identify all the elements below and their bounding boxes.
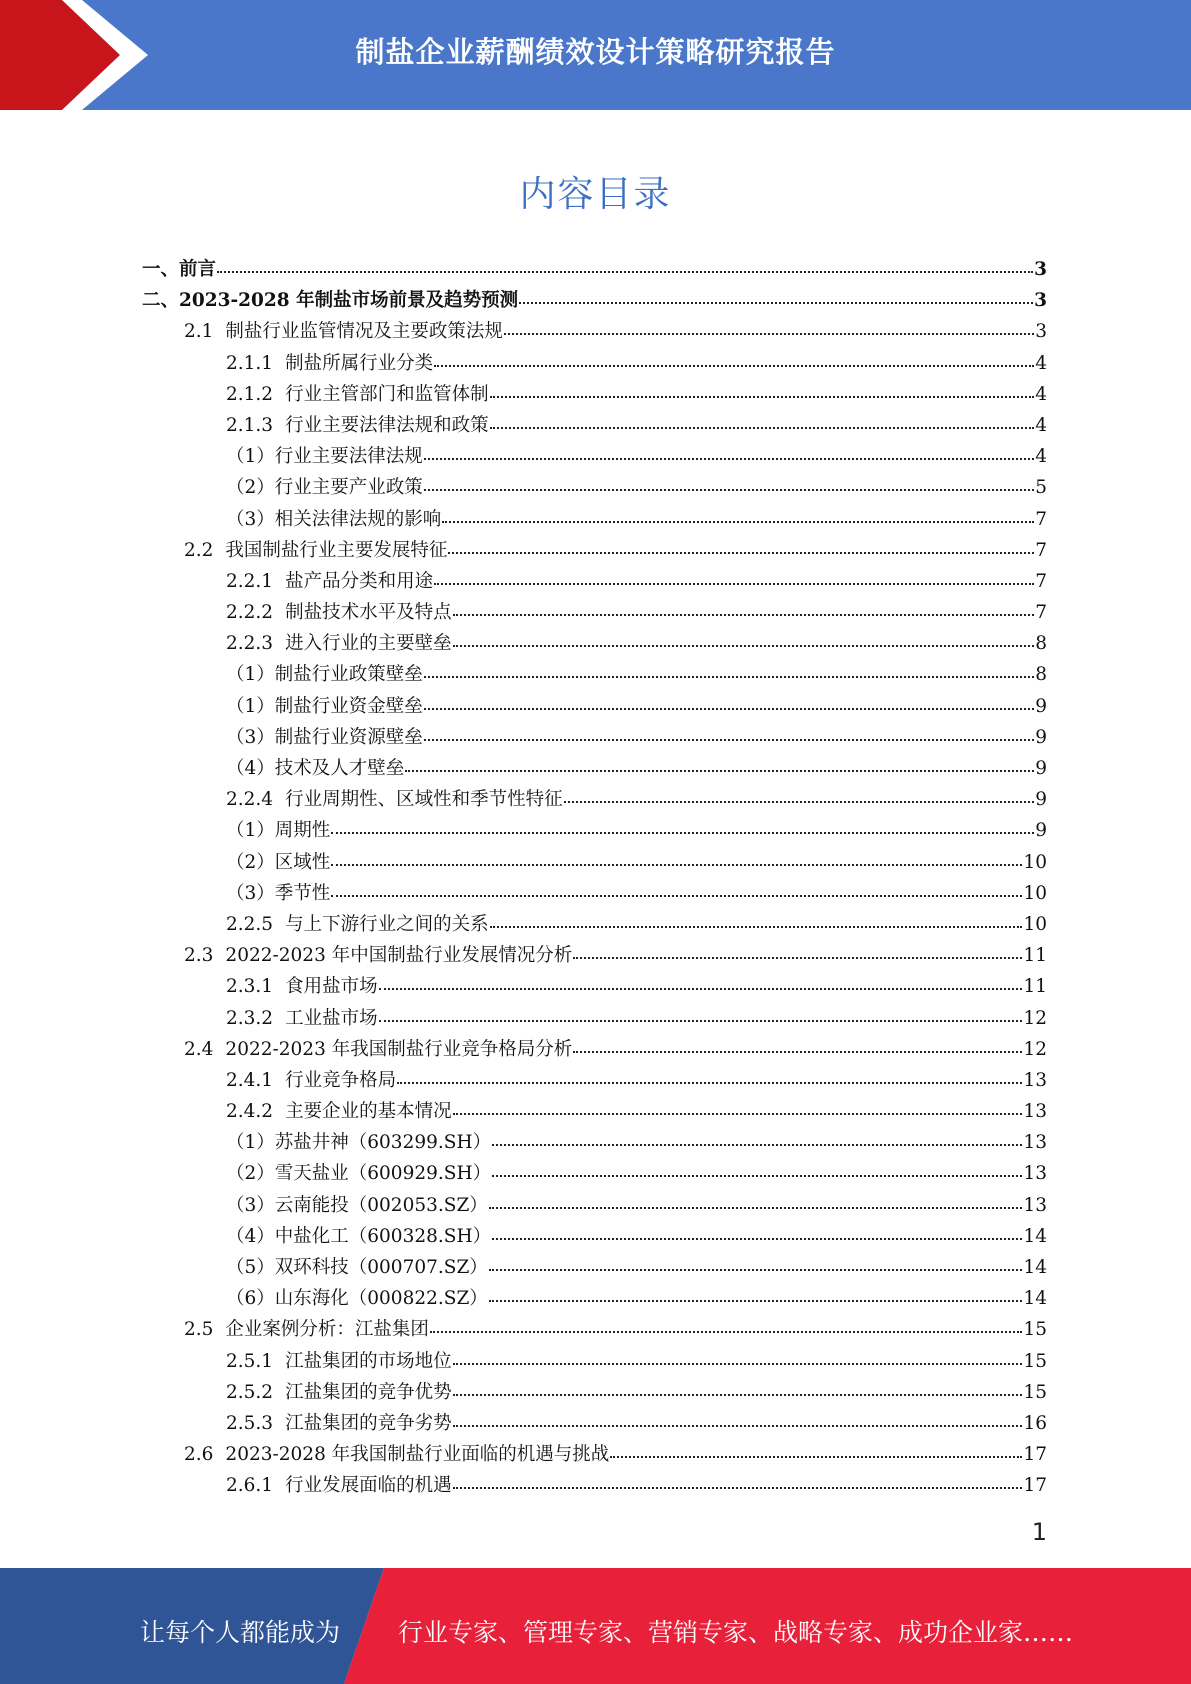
toc-leader-dots bbox=[424, 739, 1034, 741]
toc-leader-dots bbox=[424, 676, 1034, 678]
toc-entry[interactable] bbox=[142, 940, 1047, 971]
toc-entry-text: 进入行业的主要壁垒 bbox=[285, 633, 452, 655]
toc-leader-dots bbox=[424, 458, 1034, 460]
toc-entry-label bbox=[226, 909, 489, 940]
toc-entry[interactable] bbox=[142, 1283, 1047, 1314]
toc-entry-number: 2.1.2 bbox=[226, 383, 274, 405]
toc-leader-dots bbox=[573, 957, 1022, 959]
toc-entry-text: 二、2023-2028 年制盐市场前景及趋势预测 bbox=[142, 290, 519, 312]
toc-entry[interactable] bbox=[142, 784, 1047, 815]
report-title: 制盐企业薪酬绩效设计策略研究报告 bbox=[355, 35, 836, 69]
toc-leader-dots bbox=[434, 583, 1034, 585]
toc-entry-label bbox=[226, 441, 423, 472]
toc-entry[interactable] bbox=[142, 504, 1047, 535]
toc-entry-label bbox=[226, 628, 452, 659]
toc-entry-number: 2.2.3 bbox=[226, 633, 274, 655]
toc-entry-number: 2.2 bbox=[184, 539, 214, 561]
toc-entry-page: 15 bbox=[1023, 1350, 1047, 1372]
toc-entry-page: 16 bbox=[1023, 1412, 1047, 1434]
toc-entry[interactable] bbox=[142, 535, 1047, 566]
toc-entry-page: 13 bbox=[1023, 1163, 1047, 1185]
toc-entry-page: 14 bbox=[1023, 1257, 1047, 1278]
toc-entry-page: 7 bbox=[1035, 508, 1047, 530]
toc-entry-text: 我国制盐行业主要发展特征 bbox=[225, 539, 448, 561]
toc-entry-page: 11 bbox=[1023, 945, 1047, 967]
toc-entry-text: （1）制盐行业政策壁垒 bbox=[226, 664, 423, 686]
toc-entry-number: 2.5 bbox=[184, 1319, 214, 1341]
toc-entry-text: 江盐集团的市场地位 bbox=[285, 1350, 452, 1372]
toc-entry[interactable] bbox=[142, 1346, 1047, 1377]
toc-entry-text: 2023-2028 年我国制盐行业面临的机遇与挑战 bbox=[225, 1444, 610, 1466]
toc-heading: 内容目录 bbox=[519, 174, 672, 215]
toc-entry-label bbox=[226, 504, 441, 535]
toc-entry-label bbox=[184, 535, 447, 566]
toc-entry-page: 10 bbox=[1023, 913, 1047, 935]
toc-entry-page: 15 bbox=[1023, 1381, 1047, 1403]
toc-entry-label bbox=[226, 971, 378, 1002]
toc-leader-dots bbox=[490, 427, 1035, 429]
toc-entry[interactable] bbox=[142, 1127, 1047, 1158]
toc-leader-dots bbox=[217, 271, 1033, 273]
toc-entry[interactable] bbox=[142, 628, 1047, 659]
toc-entry-number: 2.1 bbox=[184, 321, 214, 343]
toc-leader-dots bbox=[397, 1082, 1022, 1084]
toc-entry-label bbox=[226, 348, 433, 379]
toc-entry-number: 2.1.1 bbox=[226, 352, 274, 374]
toc-entry-text: 企业案例分析：江盐集团 bbox=[225, 1319, 429, 1341]
toc-entry-page: 7 bbox=[1035, 570, 1047, 592]
toc-leader-dots bbox=[492, 1144, 1022, 1146]
toc-leader-dots bbox=[564, 801, 1035, 803]
toc-entry-text: （1）苏盐井神（603299.SH） bbox=[226, 1132, 492, 1154]
toc-entry[interactable] bbox=[142, 285, 1047, 316]
toc-entry-label bbox=[184, 316, 503, 347]
toc-entry-page: 13 bbox=[1023, 1101, 1047, 1123]
toc-entry-text: 制盐技术水平及特点 bbox=[285, 602, 452, 624]
toc-entry[interactable] bbox=[142, 566, 1047, 597]
toc-entry-label bbox=[226, 722, 423, 753]
toc-entry-page: 13 bbox=[1023, 1132, 1047, 1154]
toc-entry-label bbox=[226, 815, 330, 846]
toc-entry-label bbox=[142, 254, 216, 285]
toc-entry-label bbox=[226, 1408, 452, 1439]
toc-entry-text: （4）中盐化工（600328.SH） bbox=[226, 1225, 492, 1247]
toc-entry-text: 与上下游行业之间的关系 bbox=[285, 913, 489, 935]
toc-entry-page: 9 bbox=[1035, 789, 1047, 811]
toc-entry-number: 2.4.1 bbox=[226, 1069, 274, 1091]
toc-entry-label bbox=[226, 1346, 452, 1377]
toc-entry-page: 8 bbox=[1035, 664, 1047, 686]
toc-entry-text: 工业盐市场 bbox=[285, 1007, 378, 1029]
toc-entry-number: 2.5.3 bbox=[226, 1412, 274, 1434]
toc-entry-text: 行业周期性、区域性和季节性特征 bbox=[285, 789, 563, 811]
toc-entry-text: 2022-2023 年我国制盐行业竞争格局分析 bbox=[225, 1038, 573, 1060]
toc-leader-dots bbox=[492, 1238, 1022, 1240]
toc-entry-text: （3）季节性 bbox=[226, 882, 331, 904]
toc-entry-label bbox=[226, 1190, 488, 1221]
toc-entry-page: 3 bbox=[1034, 290, 1047, 312]
toc-entry-label bbox=[184, 1034, 572, 1065]
toc-entry-text: 江盐集团的竞争劣势 bbox=[285, 1412, 452, 1434]
toc-entry-page: 9 bbox=[1035, 695, 1047, 717]
toc-entry[interactable] bbox=[142, 691, 1047, 722]
toc-entry-text: （5）双环科技（000707.SZ） bbox=[226, 1257, 488, 1278]
toc-entry-text: （1）制盐行业资金壁垒 bbox=[226, 695, 423, 717]
toc-entry-text: 行业主要法律法规和政策 bbox=[285, 414, 489, 436]
toc-entry[interactable] bbox=[142, 815, 1047, 846]
toc-entry-text: （1）周期性 bbox=[226, 820, 331, 842]
toc-entry-text: 盐产品分类和用途 bbox=[285, 570, 434, 592]
toc-entry-label bbox=[226, 1096, 452, 1127]
toc-entry[interactable] bbox=[142, 441, 1047, 472]
toc-entry-text: 制盐所属行业分类 bbox=[285, 352, 434, 374]
toc-leader-dots bbox=[430, 1331, 1023, 1333]
page-number: 1 bbox=[1031, 1518, 1047, 1546]
toc-entry-text: （3）制盐行业资源壁垒 bbox=[226, 726, 423, 748]
toc-entry-label bbox=[184, 1314, 429, 1345]
toc-entry-label bbox=[226, 784, 563, 815]
toc-entry-label bbox=[226, 878, 330, 909]
toc-entry[interactable] bbox=[142, 1034, 1047, 1065]
toc-leader-dots bbox=[490, 926, 1023, 928]
toc-entry[interactable] bbox=[142, 379, 1047, 410]
toc-entry-label bbox=[184, 940, 572, 971]
toc-entry[interactable] bbox=[142, 909, 1047, 940]
toc-leader-dots bbox=[405, 770, 1034, 772]
toc-leader-dots bbox=[448, 552, 1034, 554]
toc-entry-page: 14 bbox=[1023, 1288, 1047, 1310]
toc-leader-dots bbox=[434, 365, 1034, 367]
toc-entry-label bbox=[226, 1003, 378, 1034]
toc-entry-label bbox=[226, 1065, 396, 1096]
toc-entry-page: 12 bbox=[1023, 1038, 1047, 1060]
toc-entry-page: 7 bbox=[1035, 539, 1047, 561]
toc-entry-text: 行业发展面临的机遇 bbox=[285, 1475, 452, 1497]
toc-entry[interactable] bbox=[142, 1377, 1047, 1408]
toc-leader-dots bbox=[610, 1456, 1022, 1458]
toc-entry-label bbox=[226, 847, 330, 878]
toc-entry[interactable] bbox=[142, 316, 1047, 347]
toc-entry-number: 2.2.5 bbox=[226, 913, 274, 935]
footer-slogan-left: 让每个人都能成为 bbox=[140, 1618, 341, 1647]
toc-leader-dots bbox=[519, 302, 1033, 304]
toc-entry-number: 2.5.1 bbox=[226, 1350, 274, 1372]
toc-entry-page: 9 bbox=[1035, 726, 1047, 748]
toc-entry-text: 一、前言 bbox=[142, 259, 217, 280]
toc-entry[interactable] bbox=[142, 753, 1047, 784]
toc-entry-number: 2.4.2 bbox=[226, 1101, 274, 1123]
footer-banner bbox=[0, 1568, 1191, 1684]
toc-entry-text: 2022-2023 年中国制盐行业发展情况分析 bbox=[225, 945, 573, 967]
toc-entry-text: （3）云南能投（002053.SZ） bbox=[226, 1194, 488, 1216]
toc-entry[interactable] bbox=[142, 254, 1047, 285]
toc-entry-number: 2.3 bbox=[184, 945, 214, 967]
toc-entry-label bbox=[226, 753, 404, 784]
toc-entry-label bbox=[226, 1470, 452, 1501]
toc-entry-label bbox=[226, 1252, 488, 1283]
toc-entry-page: 11 bbox=[1023, 976, 1047, 998]
toc-leader-dots bbox=[442, 521, 1034, 523]
toc-leader-dots bbox=[424, 708, 1034, 710]
toc-entry-page: 10 bbox=[1023, 851, 1047, 873]
toc-entry-text: （2）区域性 bbox=[226, 851, 331, 873]
toc-leader-dots bbox=[453, 645, 1035, 647]
toc-entry-label bbox=[226, 1377, 452, 1408]
toc-entry-label bbox=[226, 597, 452, 628]
toc-entry[interactable] bbox=[142, 1252, 1047, 1283]
toc-leader-dots bbox=[453, 1363, 1023, 1365]
toc-entry-number: 2.3.2 bbox=[226, 1007, 274, 1029]
toc-entry[interactable] bbox=[142, 1190, 1047, 1221]
toc-entry-label bbox=[226, 691, 423, 722]
toc-entry-text: 食用盐市场 bbox=[285, 976, 378, 998]
toc-entry-page: 5 bbox=[1035, 477, 1047, 499]
toc-entry-label bbox=[226, 1127, 491, 1158]
toc-entry-number: 2.2.1 bbox=[226, 570, 274, 592]
toc-entry-label bbox=[226, 1158, 491, 1189]
toc-entry-text: （2）雪天盐业（600929.SH） bbox=[226, 1163, 492, 1185]
toc-entry[interactable] bbox=[142, 597, 1047, 628]
toc-entry-page: 3 bbox=[1034, 259, 1047, 280]
toc-entry[interactable] bbox=[142, 1158, 1047, 1189]
toc-leader-dots bbox=[489, 1300, 1023, 1302]
toc-entry-label bbox=[226, 472, 423, 503]
toc-leader-dots bbox=[331, 832, 1034, 834]
toc-entry[interactable] bbox=[142, 1096, 1047, 1127]
toc-entry-number: 2.5.2 bbox=[226, 1381, 274, 1403]
toc-entry[interactable] bbox=[142, 1439, 1047, 1470]
toc-entry-label bbox=[226, 379, 489, 410]
toc-entry-number: 2.6 bbox=[184, 1444, 214, 1466]
toc-entry-page: 4 bbox=[1035, 383, 1047, 405]
footer-slogan-right: 行业专家、管理专家、营销专家、战略专家、成功企业家…… bbox=[398, 1618, 1074, 1647]
toc-entry[interactable] bbox=[142, 1408, 1047, 1439]
toc-entry-page: 3 bbox=[1035, 321, 1047, 343]
table-of-contents bbox=[142, 254, 1047, 1502]
toc-entry[interactable] bbox=[142, 971, 1047, 1002]
toc-entry-page: 9 bbox=[1035, 820, 1047, 842]
toc-entry-label bbox=[184, 1439, 609, 1470]
toc-entry-page: 14 bbox=[1023, 1225, 1047, 1247]
toc-leader-dots bbox=[489, 1269, 1023, 1271]
toc-entry-number: 2.1.3 bbox=[226, 414, 274, 436]
toc-leader-dots bbox=[424, 489, 1034, 491]
toc-entry-text: （2）行业主要产业政策 bbox=[226, 477, 423, 499]
toc-entry[interactable] bbox=[142, 1065, 1047, 1096]
toc-entry-text: （3）相关法律法规的影响 bbox=[226, 508, 442, 530]
toc-leader-dots bbox=[453, 1394, 1023, 1396]
toc-leader-dots bbox=[453, 614, 1035, 616]
toc-entry-label bbox=[226, 566, 433, 597]
toc-entry-page: 17 bbox=[1023, 1475, 1047, 1497]
toc-entry-page: 13 bbox=[1023, 1194, 1047, 1216]
toc-leader-dots bbox=[504, 333, 1034, 335]
toc-entry-page: 9 bbox=[1035, 758, 1047, 779]
toc-entry-page: 12 bbox=[1023, 1007, 1047, 1029]
toc-entry-page: 8 bbox=[1035, 633, 1047, 655]
toc-entry-number: 2.4 bbox=[184, 1038, 214, 1060]
header-banner bbox=[0, 0, 1191, 110]
toc-entry-text: （1）行业主要法律法规 bbox=[226, 446, 423, 468]
toc-entry[interactable] bbox=[142, 348, 1047, 379]
toc-entry-number: 2.3.1 bbox=[226, 976, 274, 998]
toc-entry-page: 4 bbox=[1035, 414, 1047, 436]
toc-entry-page: 17 bbox=[1023, 1444, 1047, 1466]
toc-leader-dots bbox=[490, 396, 1035, 398]
toc-entry[interactable] bbox=[142, 847, 1047, 878]
toc-entry-text: 江盐集团的竞争优势 bbox=[285, 1381, 452, 1403]
toc-entry[interactable] bbox=[142, 722, 1047, 753]
toc-entry[interactable] bbox=[142, 878, 1047, 909]
toc-entry-text: （4）技术及人才壁垒 bbox=[226, 758, 405, 779]
toc-leader-dots bbox=[453, 1487, 1023, 1489]
toc-leader-dots bbox=[379, 988, 1023, 990]
toc-entry-text: 制盐行业监管情况及主要政策法规 bbox=[225, 321, 503, 343]
toc-leader-dots bbox=[379, 1020, 1023, 1022]
toc-entry[interactable] bbox=[142, 1003, 1047, 1034]
toc-entry-text: 主要企业的基本情况 bbox=[285, 1101, 452, 1123]
toc-leader-dots bbox=[331, 864, 1022, 866]
toc-leader-dots bbox=[492, 1175, 1022, 1177]
toc-entry-number: 2.2.2 bbox=[226, 602, 274, 624]
toc-leader-dots bbox=[331, 895, 1022, 897]
toc-entry[interactable] bbox=[142, 1221, 1047, 1252]
toc-entry-page: 7 bbox=[1035, 602, 1047, 624]
toc-entry-number: 2.2.4 bbox=[226, 789, 274, 811]
toc-entry-page: 4 bbox=[1035, 352, 1047, 374]
toc-entry-page: 13 bbox=[1023, 1069, 1047, 1091]
toc-entry[interactable] bbox=[142, 410, 1047, 441]
toc-entry[interactable] bbox=[142, 659, 1047, 690]
toc-entry-label bbox=[226, 1283, 488, 1314]
toc-entry-label bbox=[142, 285, 518, 316]
toc-entry-label bbox=[226, 1221, 491, 1252]
toc-entry-text: （6）山东海化（000822.SZ） bbox=[226, 1288, 488, 1310]
toc-leader-dots bbox=[453, 1425, 1023, 1427]
toc-entry[interactable] bbox=[142, 472, 1047, 503]
toc-entry-label bbox=[226, 659, 423, 690]
toc-leader-dots bbox=[453, 1113, 1023, 1115]
toc-entry-text: 行业主管部门和监管体制 bbox=[285, 383, 489, 405]
toc-entry-page: 15 bbox=[1023, 1319, 1047, 1341]
toc-entry-text: 行业竞争格局 bbox=[285, 1069, 397, 1091]
toc-entry[interactable] bbox=[142, 1314, 1047, 1345]
toc-leader-dots bbox=[489, 1207, 1023, 1209]
toc-entry[interactable] bbox=[142, 1470, 1047, 1501]
toc-entry-label bbox=[226, 410, 489, 441]
toc-entry-page: 4 bbox=[1035, 446, 1047, 468]
toc-entry-page: 10 bbox=[1023, 882, 1047, 904]
toc-entry-number: 2.6.1 bbox=[226, 1475, 274, 1497]
toc-leader-dots bbox=[573, 1051, 1022, 1053]
